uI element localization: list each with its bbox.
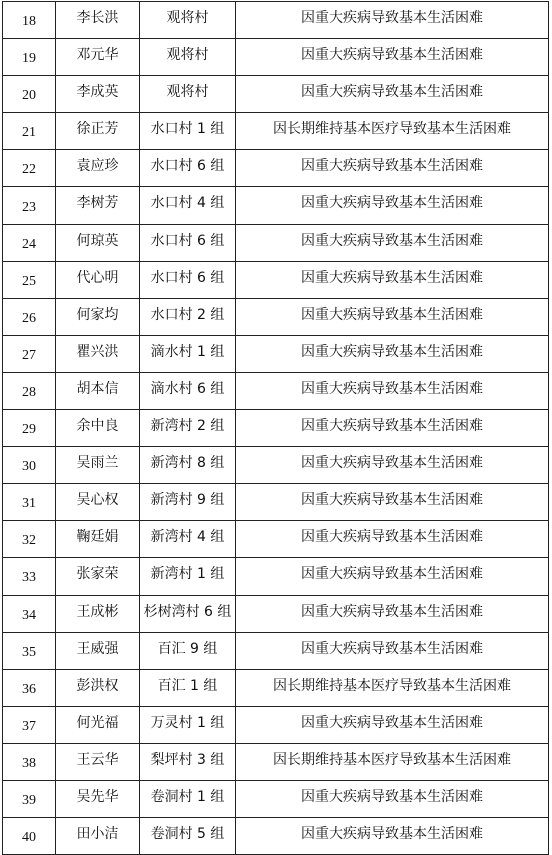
person-name: 鞠廷娟 — [56, 521, 140, 558]
person-name: 王威强 — [56, 632, 140, 669]
hardship-reason: 因重大疾病导致基本生活困难 — [236, 76, 549, 113]
hardship-reason: 因重大疾病导致基本生活困难 — [236, 372, 549, 409]
table-row — [3, 113, 549, 150]
row-number: 27 — [3, 335, 56, 372]
table-row — [3, 150, 549, 187]
village-address: 水口村 1 组 — [140, 113, 236, 150]
person-name: 张家荣 — [56, 558, 140, 595]
row-number: 34 — [3, 595, 56, 632]
row-number: 25 — [3, 261, 56, 298]
person-name: 彭洪权 — [56, 669, 140, 706]
person-name: 瞿兴洪 — [56, 335, 140, 372]
hardship-reason: 因重大疾病导致基本生活困难 — [236, 818, 549, 855]
village-address: 新湾村 1 组 — [140, 558, 236, 595]
table-row — [3, 76, 549, 113]
table-row — [3, 595, 549, 632]
table-row — [3, 669, 549, 706]
person-name: 余中良 — [56, 410, 140, 447]
person-name: 何家均 — [56, 298, 140, 335]
hardship-reason: 因重大疾病导致基本生活困难 — [236, 224, 549, 261]
row-number: 18 — [3, 2, 56, 39]
village-address: 水口村 6 组 — [140, 224, 236, 261]
row-number: 30 — [3, 447, 56, 484]
village-address: 卷洞村 5 组 — [140, 818, 236, 855]
table-row — [3, 298, 549, 335]
row-number: 19 — [3, 39, 56, 76]
hardship-reason: 因重大疾病导致基本生活困难 — [236, 335, 549, 372]
village-address: 卷洞村 1 组 — [140, 780, 236, 817]
table-row — [3, 743, 549, 780]
village-address: 观将村 — [140, 2, 236, 39]
village-address: 新湾村 9 组 — [140, 484, 236, 521]
hardship-reason: 因重大疾病导致基本生活困难 — [236, 706, 549, 743]
person-name: 徐正芳 — [56, 113, 140, 150]
hardship-reason: 因重大疾病导致基本生活困难 — [236, 410, 549, 447]
row-number: 39 — [3, 780, 56, 817]
hardship-reason: 因重大疾病导致基本生活困难 — [236, 298, 549, 335]
hardship-reason: 因重大疾病导致基本生活困难 — [236, 261, 549, 298]
person-name: 袁应珍 — [56, 150, 140, 187]
village-address: 水口村 6 组 — [140, 150, 236, 187]
person-name: 何光福 — [56, 706, 140, 743]
row-number: 23 — [3, 187, 56, 224]
row-number: 21 — [3, 113, 56, 150]
table-row — [3, 410, 549, 447]
person-name: 李树芳 — [56, 187, 140, 224]
table-row — [3, 372, 549, 409]
table-row — [3, 261, 549, 298]
village-address: 百汇 9 组 — [140, 632, 236, 669]
table-row — [3, 818, 549, 855]
hardship-reason: 因重大疾病导致基本生活困难 — [236, 780, 549, 817]
table-row — [3, 706, 549, 743]
table-row — [3, 521, 549, 558]
person-name: 王成彬 — [56, 595, 140, 632]
village-address: 新湾村 4 组 — [140, 521, 236, 558]
village-address: 百汇 1 组 — [140, 669, 236, 706]
person-name: 代心明 — [56, 261, 140, 298]
person-name: 何琼英 — [56, 224, 140, 261]
row-number: 22 — [3, 150, 56, 187]
table-row — [3, 335, 549, 372]
hardship-reason: 因重大疾病导致基本生活困难 — [236, 187, 549, 224]
row-number: 24 — [3, 224, 56, 261]
village-address: 梨坪村 3 组 — [140, 743, 236, 780]
table-row — [3, 2, 549, 39]
row-number: 32 — [3, 521, 56, 558]
hardship-reason: 因重大疾病导致基本生活困难 — [236, 484, 549, 521]
row-number: 40 — [3, 818, 56, 855]
row-number: 35 — [3, 632, 56, 669]
hardship-reason: 因长期维持基本医疗导致基本生活困难 — [236, 743, 549, 780]
village-address: 滴水村 1 组 — [140, 335, 236, 372]
hardship-reason: 因重大疾病导致基本生活困难 — [236, 595, 549, 632]
row-number: 26 — [3, 298, 56, 335]
row-number: 29 — [3, 410, 56, 447]
person-name: 吴心权 — [56, 484, 140, 521]
person-name: 李成英 — [56, 76, 140, 113]
table-row — [3, 187, 549, 224]
hardship-reason: 因长期维持基本医疗导致基本生活困难 — [236, 113, 549, 150]
table-row — [3, 447, 549, 484]
table-row — [3, 224, 549, 261]
village-address: 水口村 4 组 — [140, 187, 236, 224]
village-address: 滴水村 6 组 — [140, 372, 236, 409]
village-address: 水口村 6 组 — [140, 261, 236, 298]
village-address: 观将村 — [140, 76, 236, 113]
village-address: 观将村 — [140, 39, 236, 76]
row-number: 36 — [3, 669, 56, 706]
hardship-reason: 因重大疾病导致基本生活困难 — [236, 447, 549, 484]
village-address: 新湾村 2 组 — [140, 410, 236, 447]
assistance-list-table — [2, 1, 549, 855]
person-name: 吴先华 — [56, 780, 140, 817]
person-name: 吴雨兰 — [56, 447, 140, 484]
row-number: 37 — [3, 706, 56, 743]
person-name: 邓元华 — [56, 39, 140, 76]
village-address: 杉树湾村 6 组 — [140, 595, 236, 632]
hardship-reason: 因重大疾病导致基本生活困难 — [236, 558, 549, 595]
hardship-reason: 因重大疾病导致基本生活困难 — [236, 39, 549, 76]
row-number: 31 — [3, 484, 56, 521]
village-address: 水口村 2 组 — [140, 298, 236, 335]
table-row — [3, 39, 549, 76]
hardship-reason: 因重大疾病导致基本生活困难 — [236, 150, 549, 187]
row-number: 38 — [3, 743, 56, 780]
table-row — [3, 484, 549, 521]
hardship-reason: 因重大疾病导致基本生活困难 — [236, 632, 549, 669]
hardship-reason: 因重大疾病导致基本生活困难 — [236, 2, 549, 39]
table-row — [3, 632, 549, 669]
row-number: 33 — [3, 558, 56, 595]
table-body — [3, 2, 549, 855]
row-number: 28 — [3, 372, 56, 409]
village-address: 万灵村 1 组 — [140, 706, 236, 743]
person-name: 胡本信 — [56, 372, 140, 409]
hardship-reason: 因长期维持基本医疗导致基本生活困难 — [236, 669, 549, 706]
table-row — [3, 558, 549, 595]
person-name: 田小洁 — [56, 818, 140, 855]
row-number: 20 — [3, 76, 56, 113]
hardship-reason: 因重大疾病导致基本生活困难 — [236, 521, 549, 558]
table-row — [3, 780, 549, 817]
person-name: 王云华 — [56, 743, 140, 780]
person-name: 李长洪 — [56, 2, 140, 39]
village-address: 新湾村 8 组 — [140, 447, 236, 484]
